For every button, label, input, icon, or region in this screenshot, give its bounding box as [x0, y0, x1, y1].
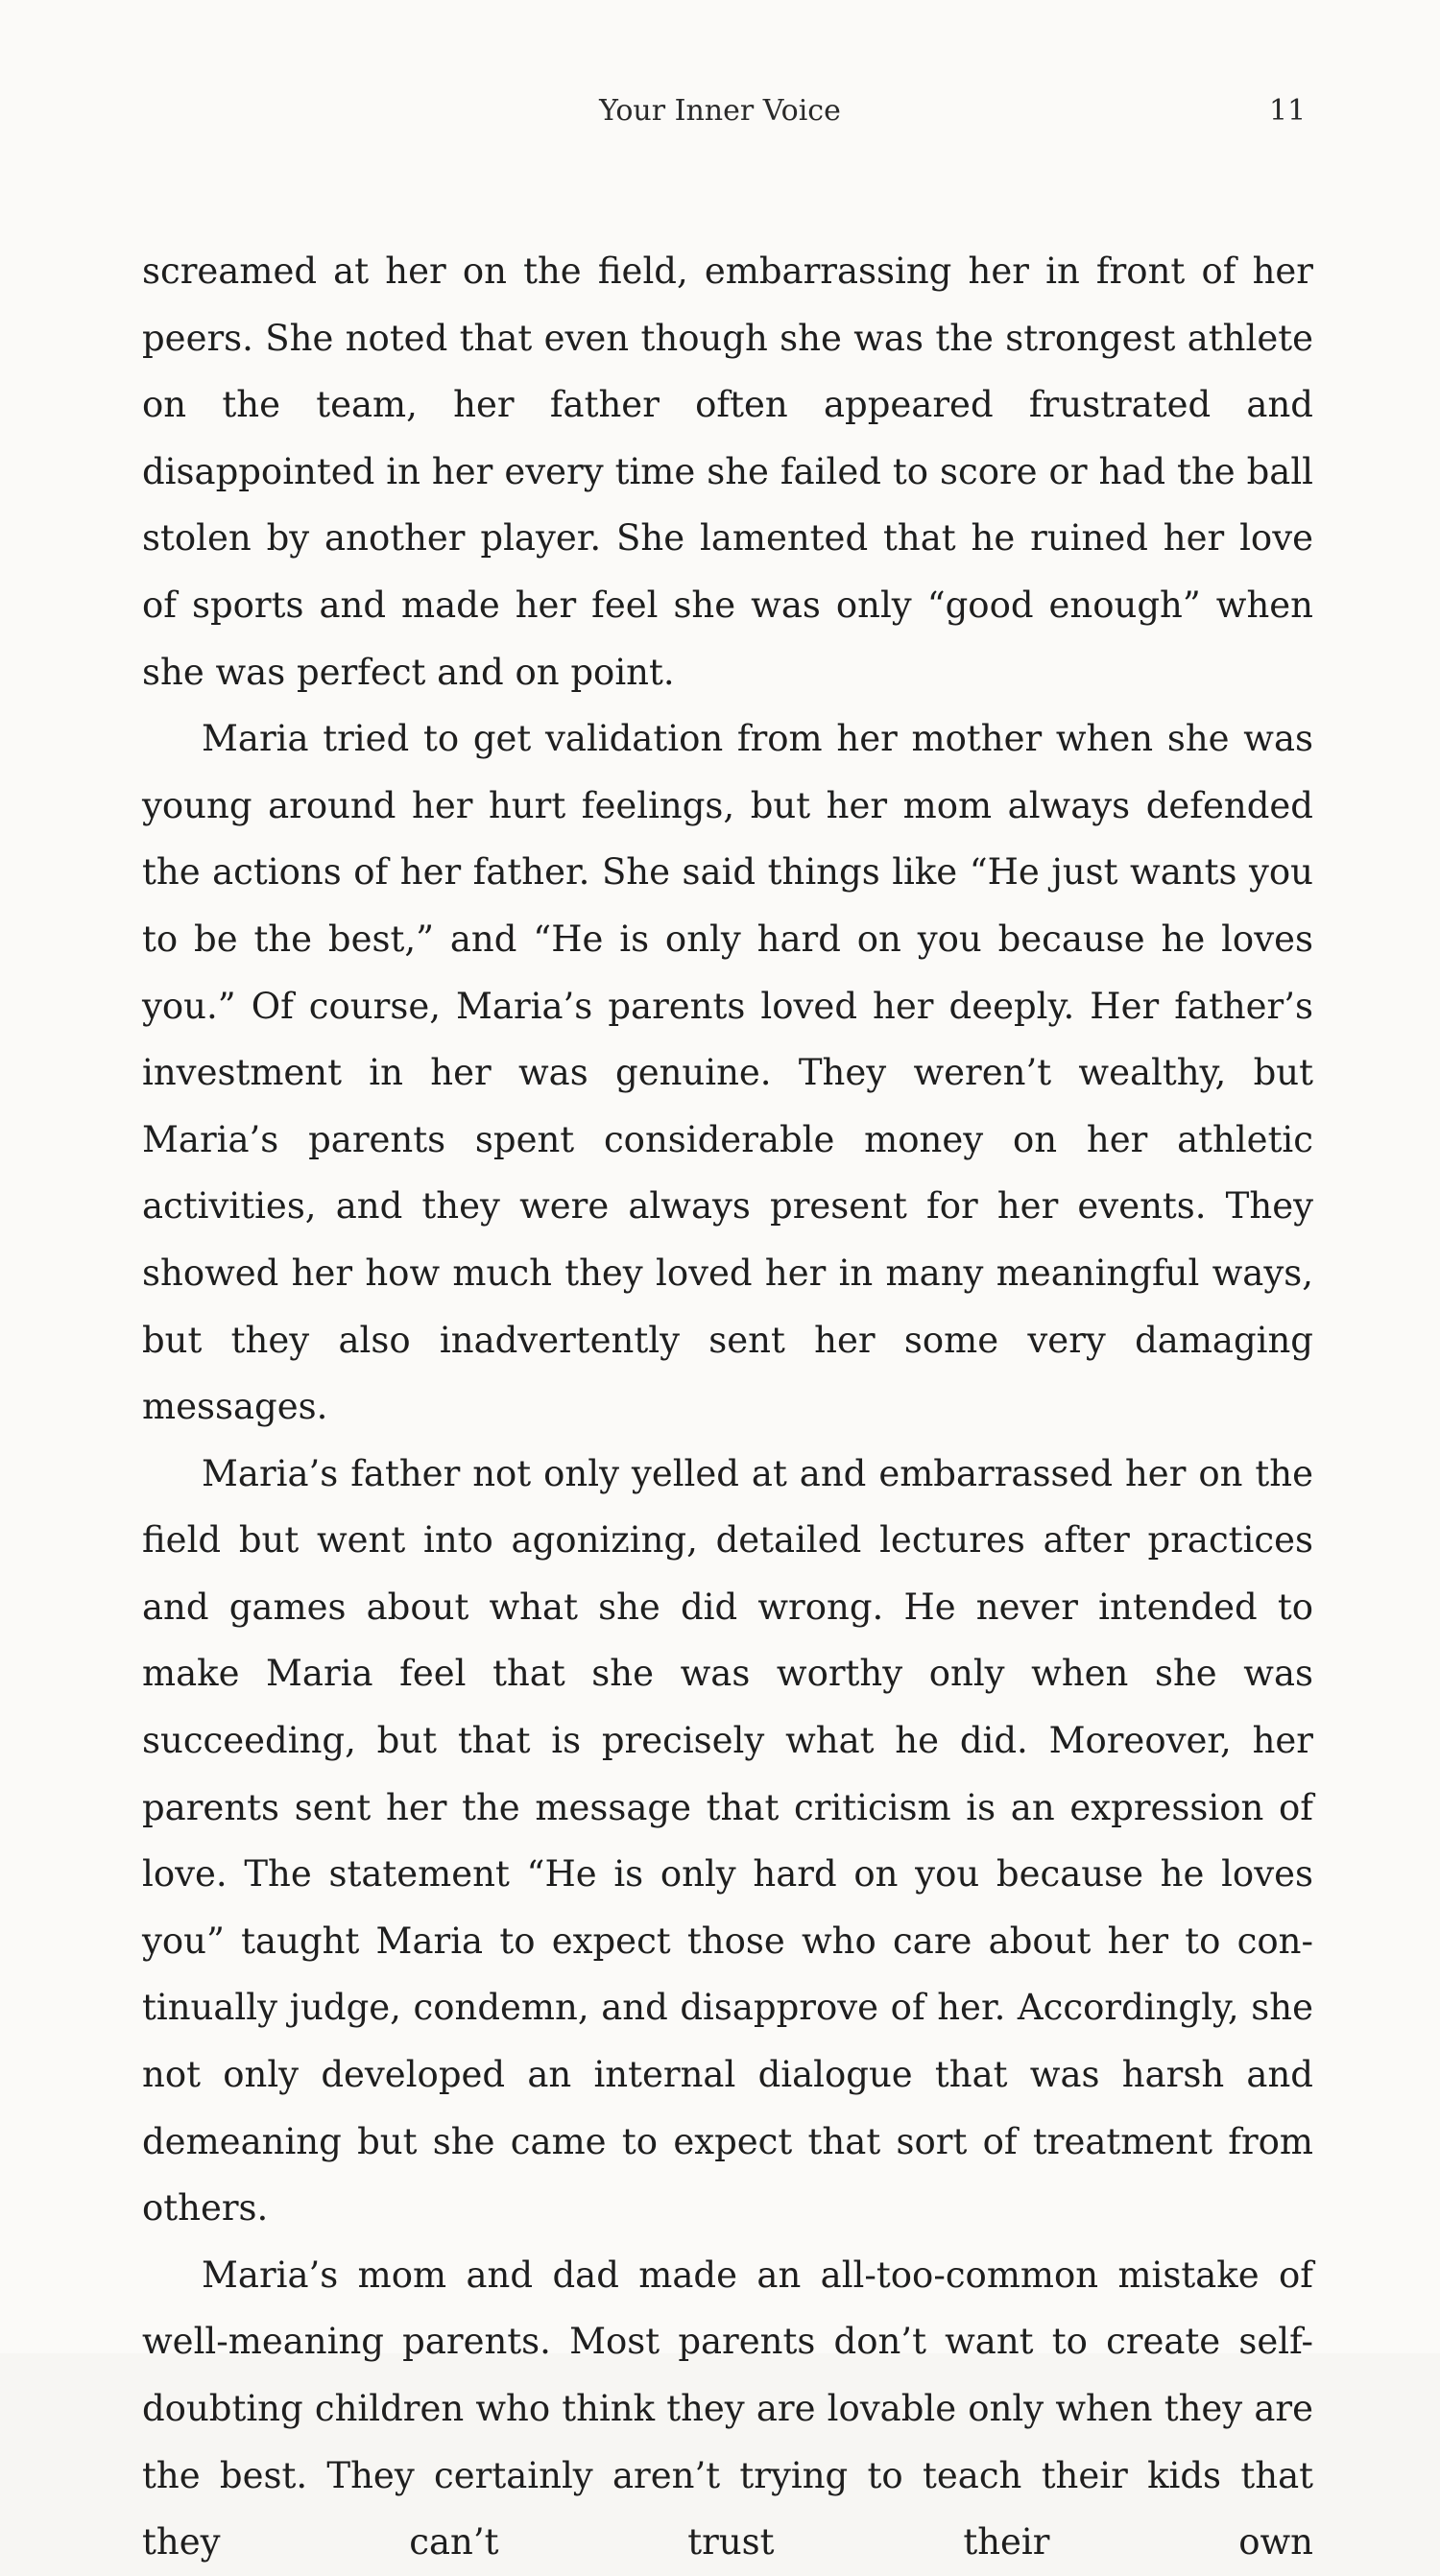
paragraph: Maria tried to get validation from her mother when she was young around her hurt feelings, but her mom always defended the actions of her father. She said things like “He just wants you to be the best,” and “He is only hard on you because he loves you.” Of course, Maria’s parents loved her deeply. Her father’s investment in her was genuine. They weren’t wealthy, but Maria’s parents spent considerable money on her athletic activities, and they were always present for her events. They showed her how much they loved her in many meaningful ways, but they also inadvertently sent her some very damaging messages. [142, 718, 1313, 1428]
body-text [142, 238, 1313, 2576]
paragraph-continued: screamed at her on the field, embarrassing her in front of her peers. She noted that even though she was the strongest athlete on the team, her father often appeared frustrated and disappointed in her every time she failed to score or had the ball stolen by another player. She lamented that he ruined her love of sports and made her feel she was only “good enough” when she was perfect and on point. [142, 250, 1313, 693]
paragraph: Maria’s mom and dad made an all-too-common mistake of well-meaning parents. Most parents don’t want to create self-doubting children who think they are lovable only when they are the best. They certainly aren’t trying to teach their kids that they can’t trust their own [142, 2254, 1313, 2564]
running-header [0, 94, 1440, 142]
page-number: 11 [1269, 94, 1307, 128]
running-title: Your Inner Voice [599, 94, 841, 128]
paragraph: Maria’s father not only yelled at and embarrassed her on the field but went into agonizing, detailed lectures after practices and games about what she did wrong. He never intended to make Maria feel that she was worthy only when she was succeeding, but that is precisely what he did. Moreover, her parents sent her the message that criticism is an expression of love. The statement “He is only hard on you because he loves you” taught Maria to expect those who care about her to con-tinually judge, condemn, and disapprove of her. Accordingly, she not only developed an internal dialogue that was harsh and demeaning but she came to expect that sort of treatment from others. [142, 1452, 1313, 2230]
